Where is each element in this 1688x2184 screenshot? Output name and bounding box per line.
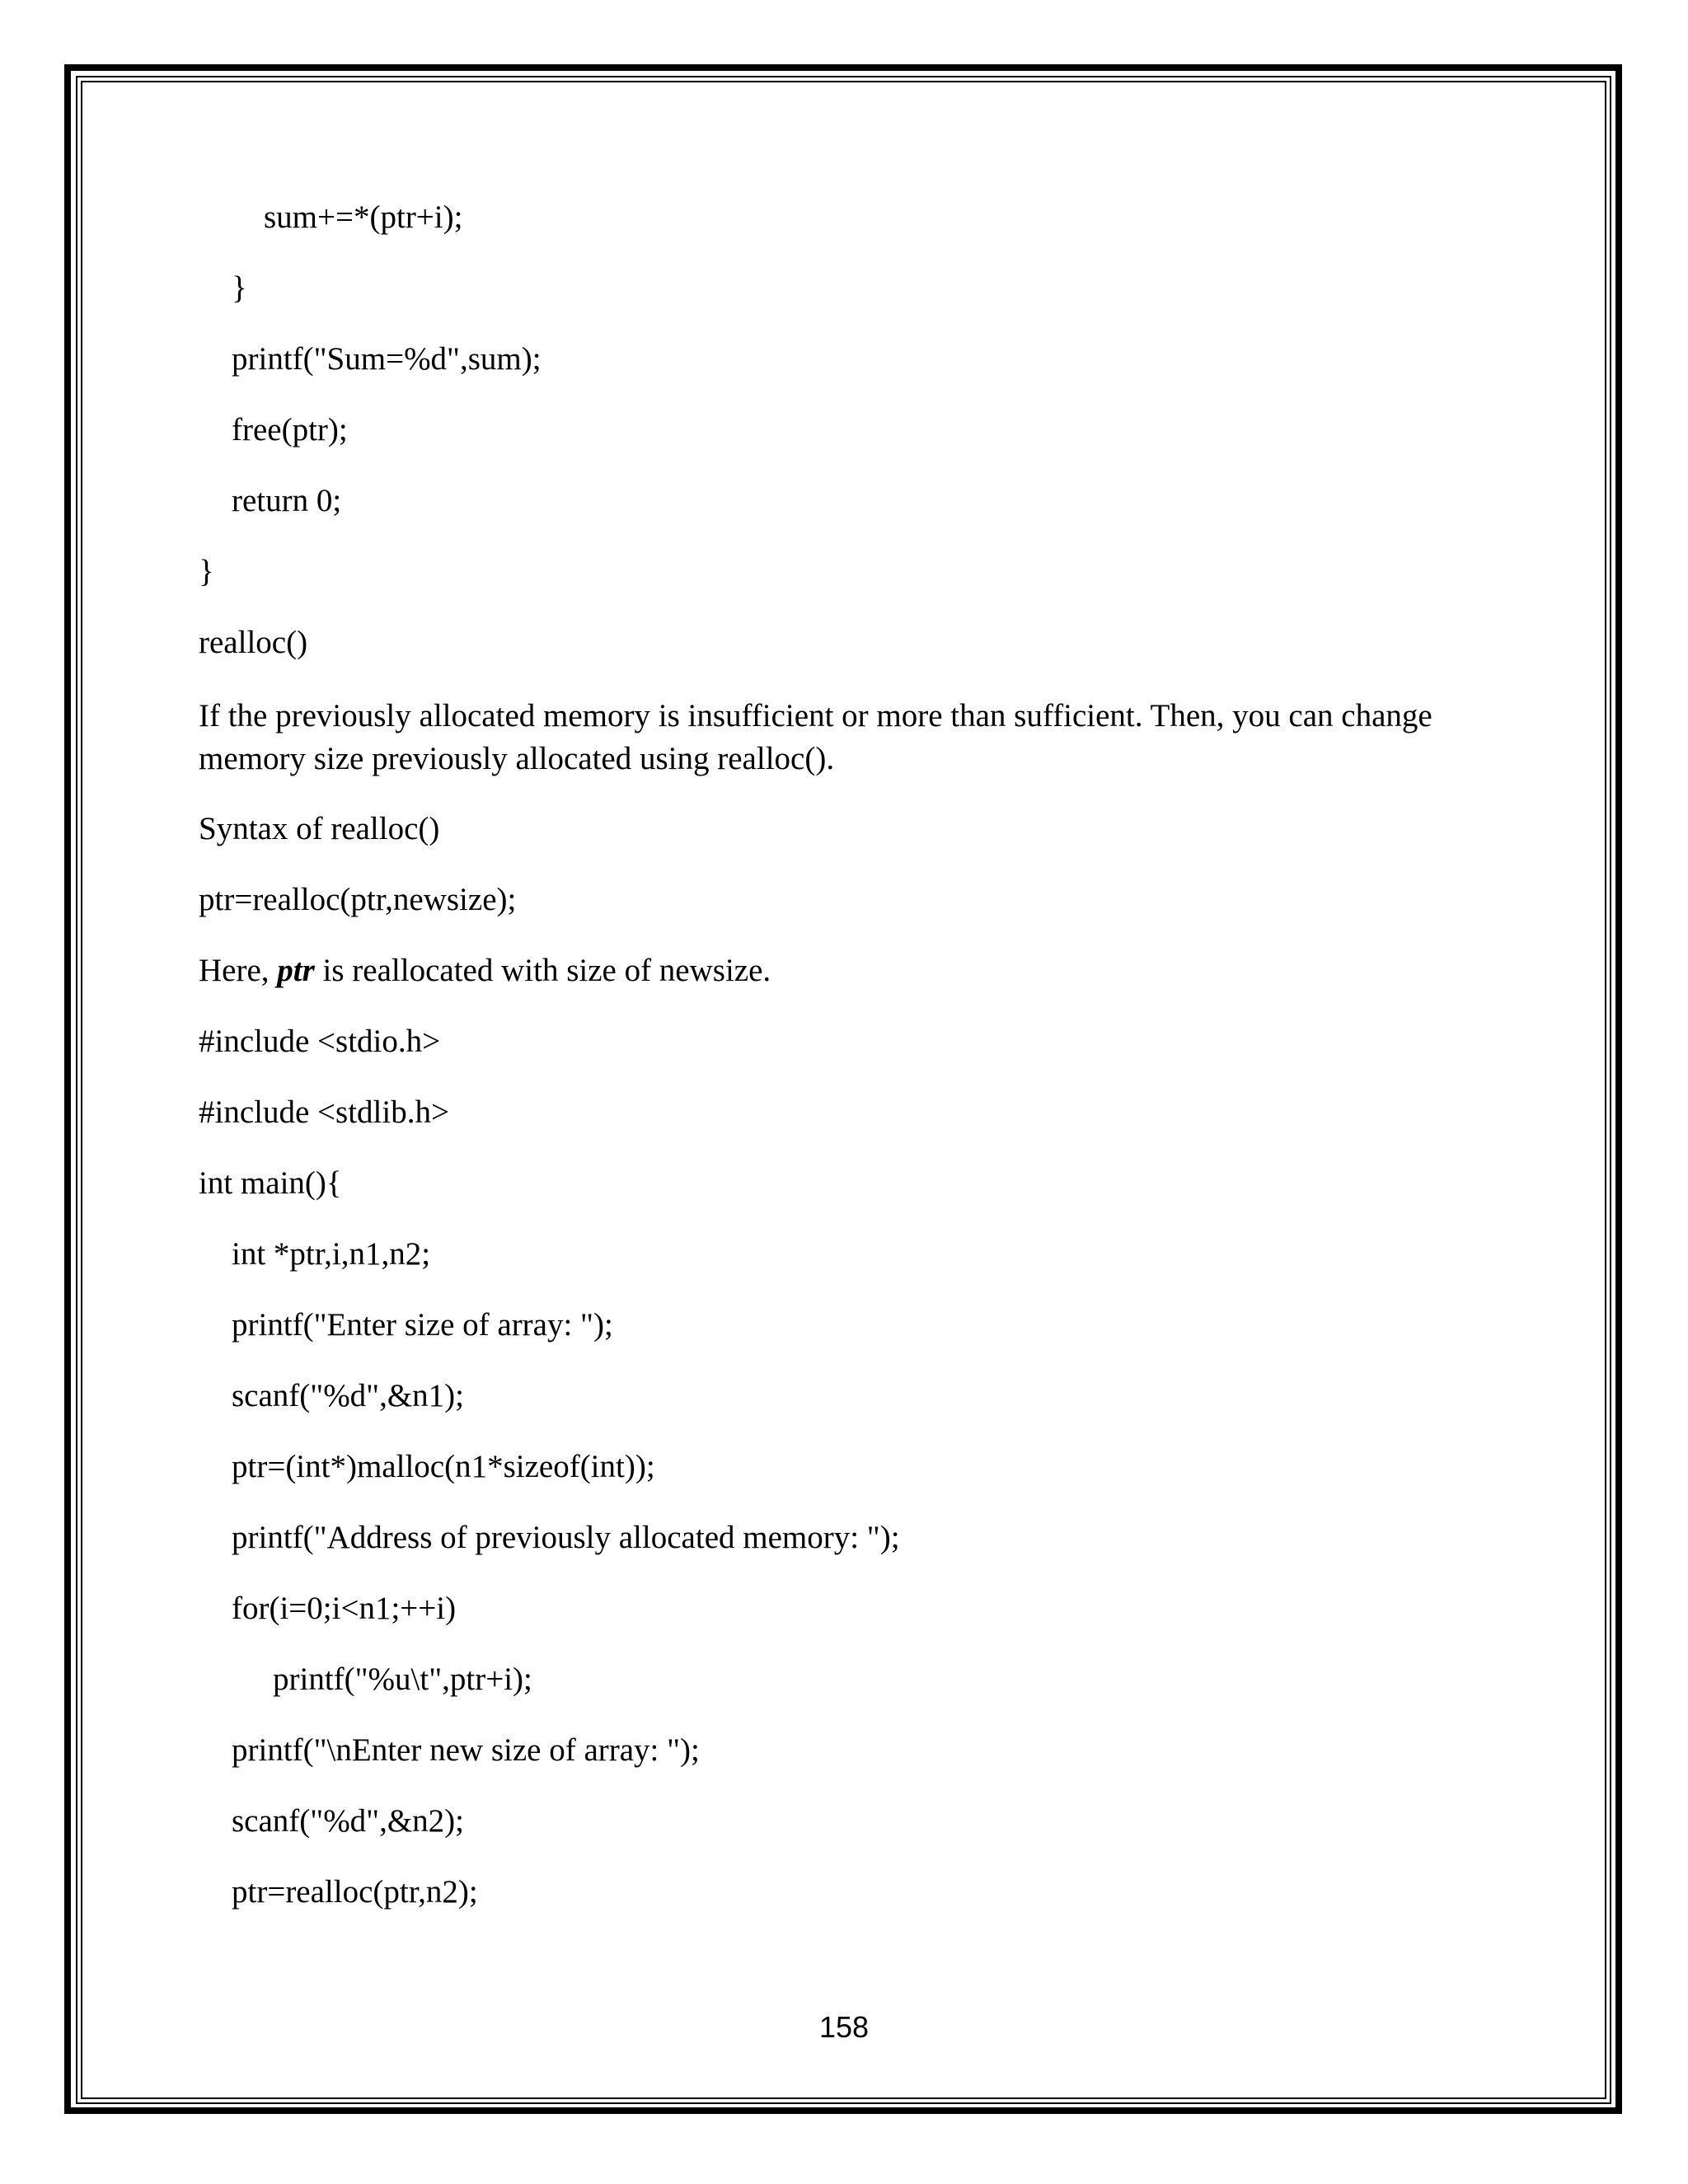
code-line: for(i=0;i<n1;++i) bbox=[232, 1591, 457, 1626]
code-line: printf("Enter size of array: "); bbox=[232, 1307, 613, 1343]
code-line: ptr=(int*)malloc(n1*sizeof(int)); bbox=[232, 1449, 655, 1484]
syntax-note-suffix: is reallocated with size of newsize. bbox=[314, 953, 771, 988]
page-number: 158 bbox=[818, 2010, 870, 2044]
code-line: free(ptr); bbox=[232, 412, 348, 448]
syntax-heading: Syntax of realloc() bbox=[199, 811, 440, 846]
code-line: printf("Address of previously allocated memory: "); bbox=[232, 1520, 900, 1555]
syntax-note-emphasis: ptr bbox=[277, 953, 315, 988]
syntax-note bbox=[199, 949, 771, 992]
section-heading: realloc() bbox=[199, 625, 308, 660]
syntax-code: ptr=realloc(ptr,newsize); bbox=[199, 882, 517, 917]
code-line: #include <stdio.h> bbox=[199, 1024, 441, 1059]
code-line: } bbox=[199, 554, 214, 589]
code-line: #include <stdlib.h> bbox=[199, 1094, 449, 1130]
code-line: scanf("%d",&n1); bbox=[232, 1378, 465, 1413]
code-line: ptr=realloc(ptr,n2); bbox=[232, 1874, 478, 1910]
code-line: } bbox=[232, 270, 247, 306]
code-line: sum+=*(ptr+i); bbox=[264, 199, 463, 235]
body-paragraph: If the previously allocated memory is insufficient or more than sufficient. Then, you can change memory size previously allocated using realloc(). bbox=[199, 698, 1432, 776]
code-line: int *ptr,i,n1,n2; bbox=[232, 1236, 431, 1272]
code-line: printf("Sum=%d",sum); bbox=[232, 341, 542, 377]
syntax-note-prefix: Here, bbox=[199, 953, 278, 988]
page-border-inner-2 bbox=[81, 81, 1606, 2099]
code-line: printf("%u\t",ptr+i); bbox=[273, 1661, 532, 1697]
code-line: return 0; bbox=[232, 483, 342, 518]
code-line: printf("\nEnter new size of array: "); bbox=[232, 1732, 700, 1768]
code-line: scanf("%d",&n2); bbox=[232, 1803, 465, 1839]
code-line: int main(){ bbox=[199, 1165, 342, 1201]
